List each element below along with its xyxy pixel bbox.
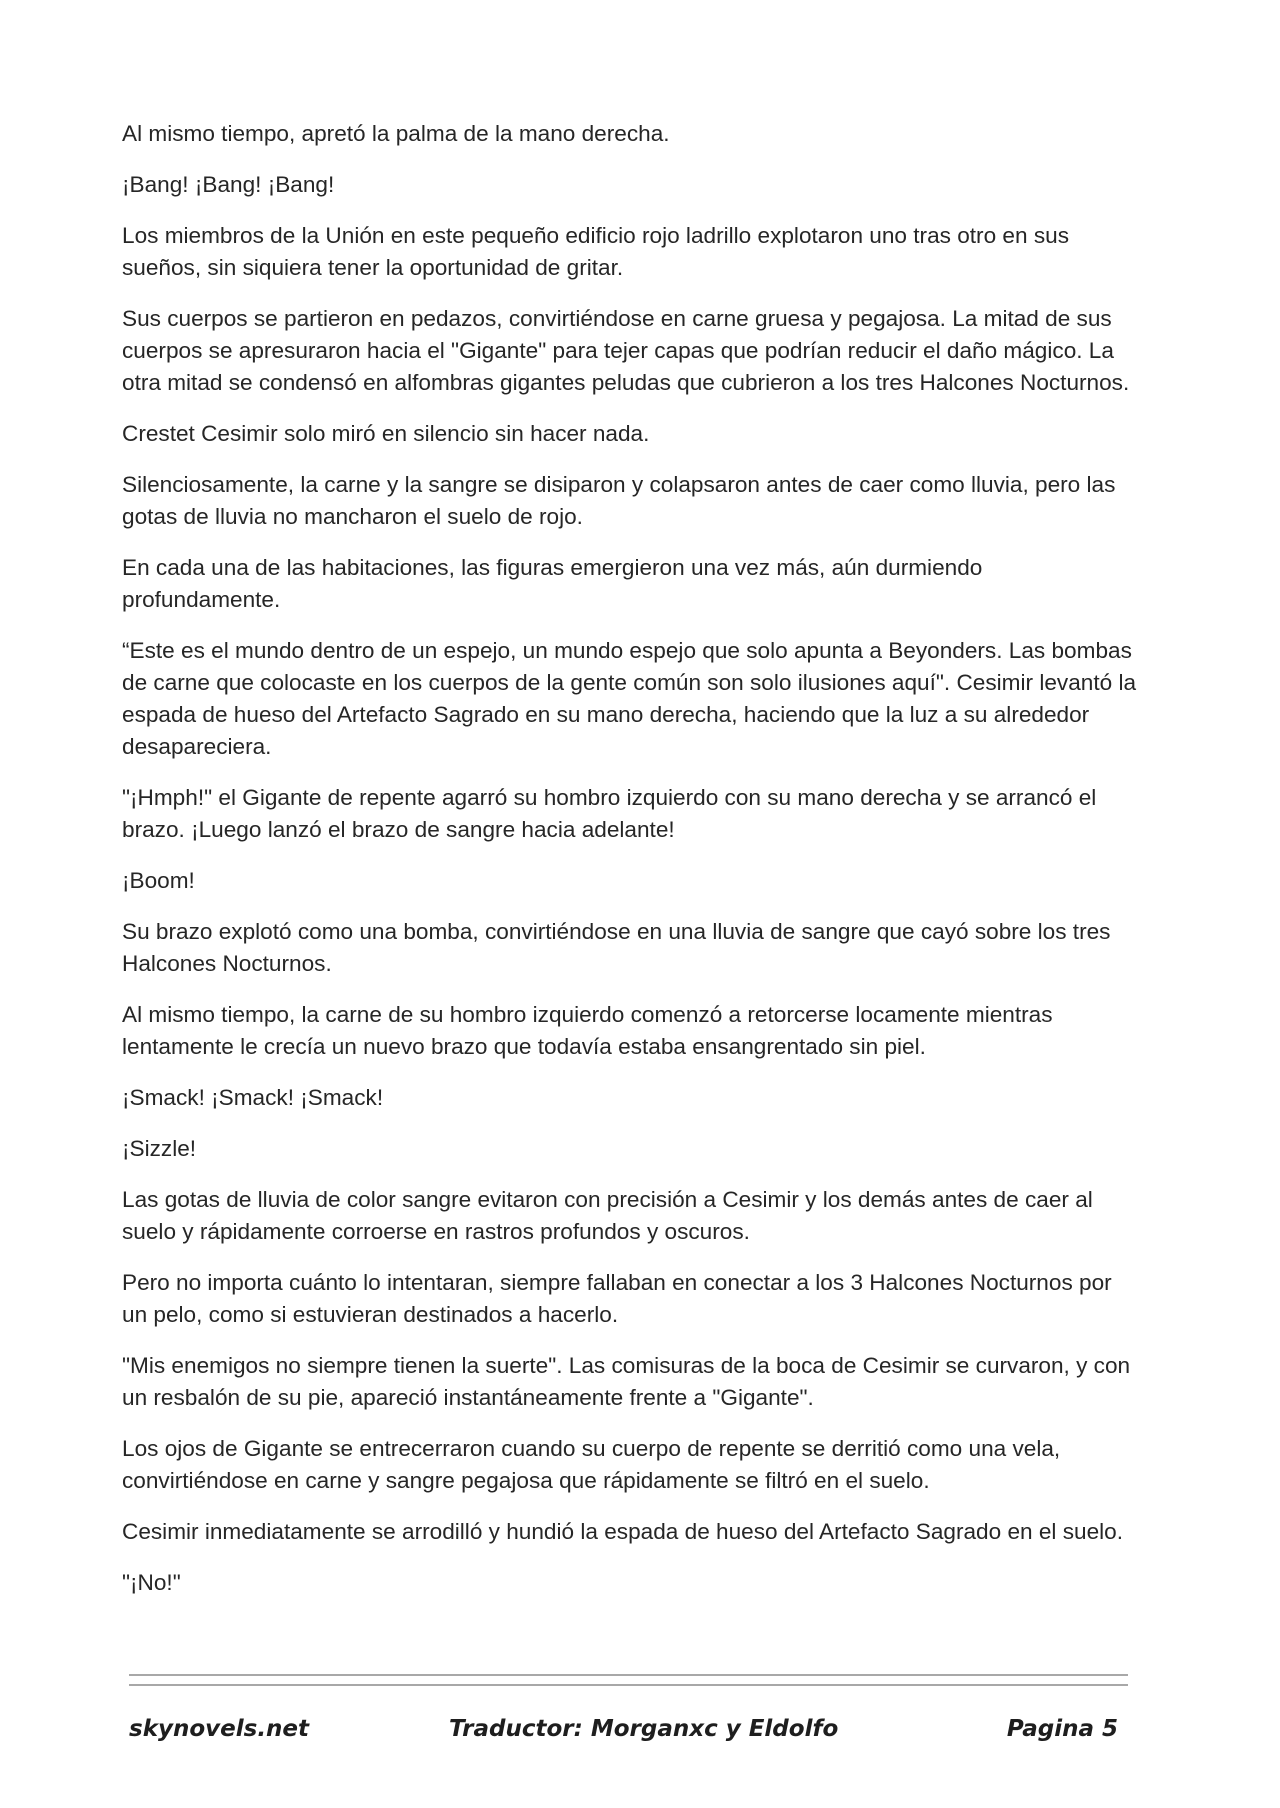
- paragraph: Cesimir inmediatamente se arrodilló y hundió la espada de hueso del Artefacto Sagrado en el suelo.: [122, 1519, 1124, 1544]
- paragraph: "¡Hmph!" el Gigante de repente agarró su hombro izquierdo con su mano derecha y se arrancó el brazo. ¡Luego lanzó el brazo de sangre hacia adelante!: [122, 785, 1097, 842]
- paragraph: Las gotas de lluvia de color sangre evitaron con precisión a Cesimir y los demás antes de caer al suelo y rápidamente corroerse en rastros profundos y oscuros.: [122, 1187, 1093, 1244]
- paragraph: Pero no importa cuánto lo intentaran, siempre fallaban en conectar a los 3 Halcones Nocturnos por un pelo, como si estuvieran destinados a hacerlo.: [122, 1270, 1112, 1327]
- page-footer: [129, 1716, 1128, 1750]
- footer-divider-top: [129, 1674, 1128, 1676]
- footer-page-number: Pagina 5: [1006, 1716, 1118, 1742]
- footer-translator: Traductor: Morganxc y Eldolfo: [449, 1716, 839, 1742]
- paragraph: “Este es el mundo dentro de un espejo, un mundo espejo que solo apunta a Beyonders. Las bombas de carne que colocaste en los cuerpos de la gente común son solo ilusiones aquí". Cesimir levantó la espada de hueso del Artefacto Sagrado en su mano derecha, haciendo que la luz a su alrededor desapareciera.: [122, 638, 1137, 759]
- paragraph: Los ojos de Gigante se entrecerraron cuando su cuerpo de repente se derritió como una vela, convirtiéndose en carne y sangre pegajosa que rápidamente se filtró en el suelo.: [122, 1436, 1061, 1493]
- paragraph: ¡Bang! ¡Bang! ¡Bang!: [122, 172, 335, 197]
- paragraph: "¡No!": [122, 1570, 181, 1595]
- paragraph: "Mis enemigos no siempre tienen la suerte". Las comisuras de la boca de Cesimir se curvaron, y con un resbalón de su pie, apareció instantáneamente frente a "Gigante".: [122, 1353, 1131, 1410]
- paragraph: ¡Smack! ¡Smack! ¡Smack!: [122, 1085, 384, 1110]
- paragraph: Su brazo explotó como una bomba, convirtiéndose en una lluvia de sangre que cayó sobre los tres Halcones Nocturnos.: [122, 919, 1111, 976]
- paragraph: Silenciosamente, la carne y la sangre se disiparon y colapsaron antes de caer como lluvia, pero las gotas de lluvia no mancharon el suelo de rojo.: [122, 472, 1116, 529]
- paragraph: ¡Sizzle!: [122, 1136, 197, 1161]
- footer-site: skynovels.net: [129, 1716, 310, 1742]
- document-body: [122, 118, 1142, 1618]
- paragraph: En cada una de las habitaciones, las figuras emergieron una vez más, aún durmiendo profundamente.: [122, 555, 983, 612]
- paragraph: Crestet Cesimir solo miró en silencio sin hacer nada.: [122, 421, 650, 446]
- paragraph: Al mismo tiempo, apretó la palma de la mano derecha.: [122, 121, 670, 146]
- footer-divider-bottom: [129, 1684, 1128, 1686]
- paragraph: Los miembros de la Unión en este pequeño edificio rojo ladrillo explotaron uno tras otro en sus sueños, sin siquiera tener la oportunidad de gritar.: [122, 223, 1069, 280]
- paragraph: Sus cuerpos se partieron en pedazos, convirtiéndose en carne gruesa y pegajosa. La mitad de sus cuerpos se apresuraron hacia el "Gigante" para tejer capas que podrían reducir el daño mágico. La otra mitad se condensó en alfombras gigantes peludas que cubrieron a los tres Halcones Nocturnos.: [122, 306, 1130, 395]
- paragraph: ¡Boom!: [122, 868, 195, 893]
- paragraph: Al mismo tiempo, la carne de su hombro izquierdo comenzó a retorcerse locamente mientras lentamente le crecía un nuevo brazo que todavía estaba ensangrentado sin piel.: [122, 1002, 1053, 1059]
